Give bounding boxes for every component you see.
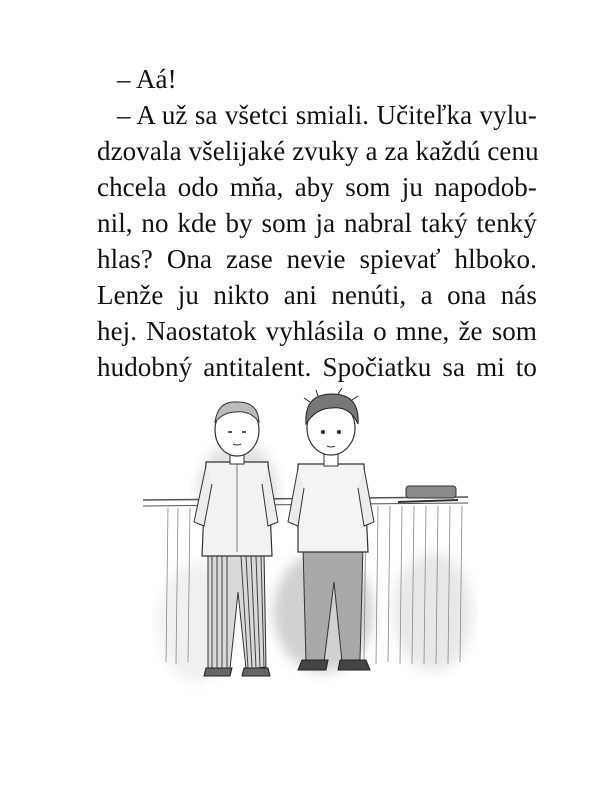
- text-line: Lenže ju nikto ani nenúti, a ona nás: [97, 280, 537, 310]
- text-line: nil, no kde by som ja nabral taký tenký: [97, 208, 537, 238]
- text-line: hlas? Ona zase nevie spievať hlboko.: [97, 244, 537, 274]
- two-boys-illustration: [138, 372, 478, 692]
- text-line: dzovala všelijaké zvuky a za každú cenu: [97, 136, 539, 166]
- pencil-case: [398, 486, 458, 502]
- text-line: chcela odo mňa, aby som ju napodob-: [97, 172, 537, 202]
- text-line: – A už sa všetci smiali. Učiteľka vylu-: [117, 100, 537, 130]
- text-line: – Aá!: [117, 64, 177, 94]
- text-line: hudobný antitalent. Spočiatku sa mi to: [97, 352, 537, 382]
- text-line: hej. Naostatok vyhlásila o mne, že som: [97, 316, 537, 346]
